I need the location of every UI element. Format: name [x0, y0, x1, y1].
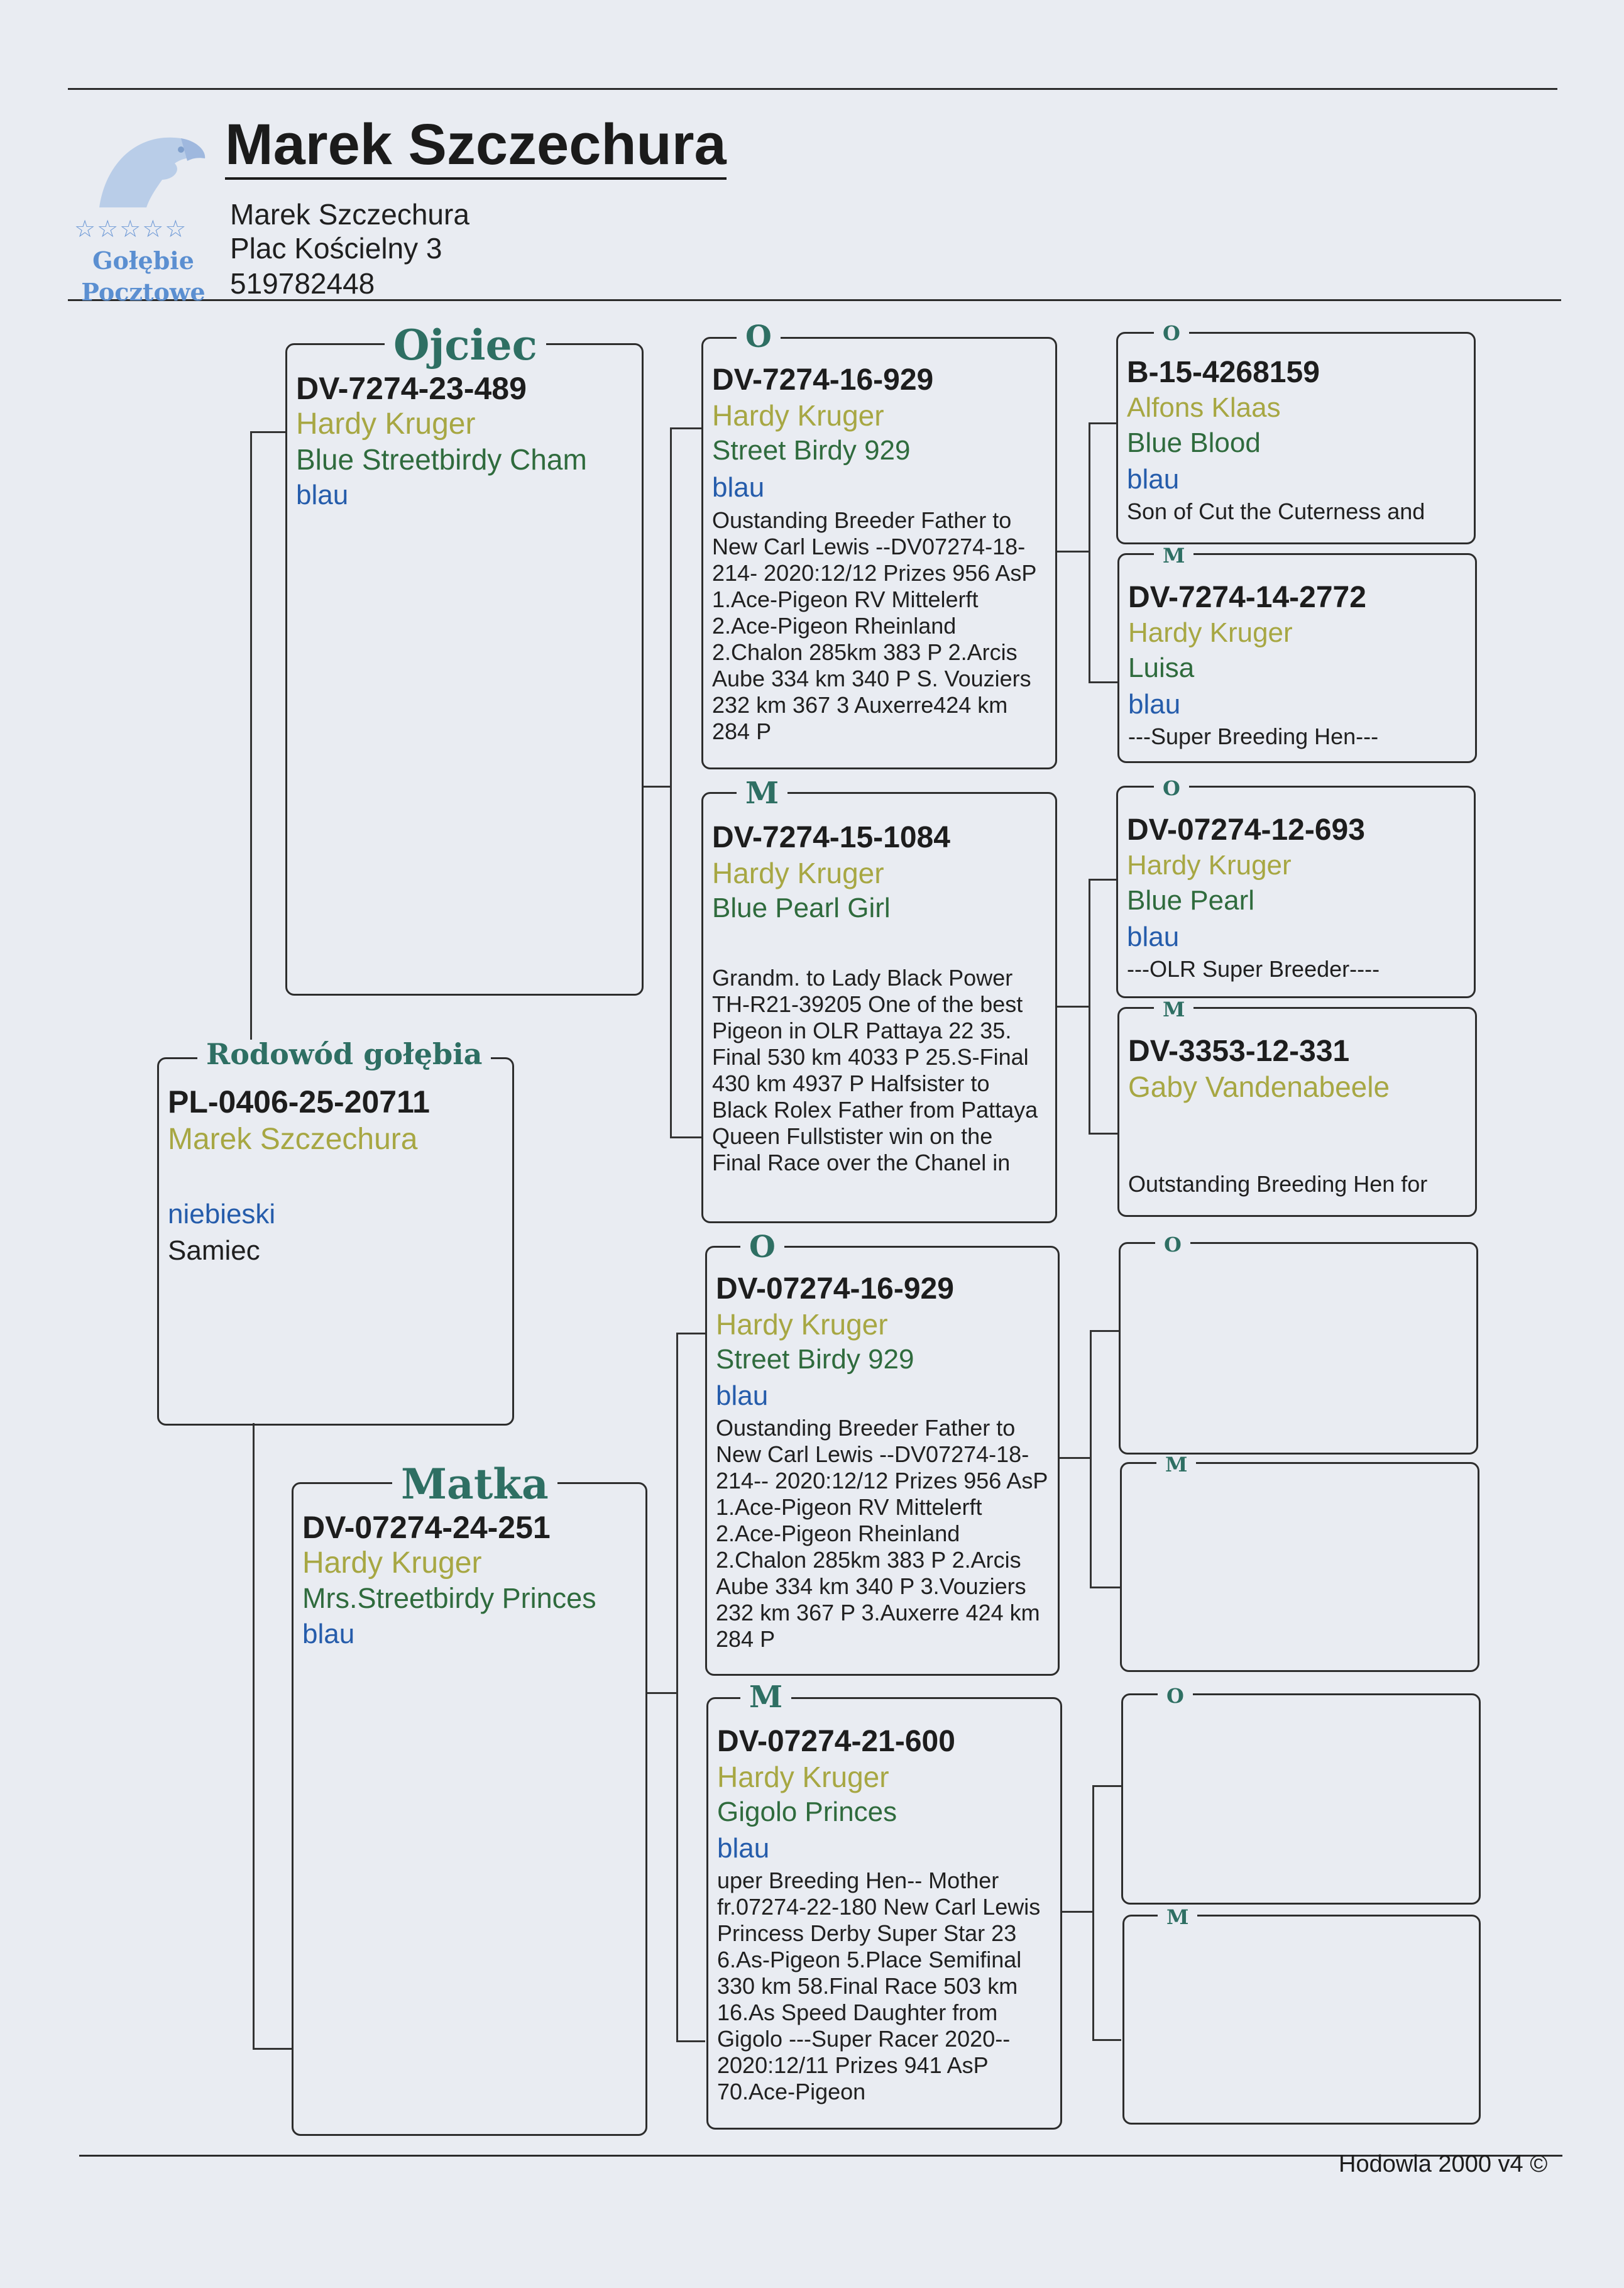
eagle-head-icon — [87, 119, 212, 214]
owner-phone-line: 519782448 — [230, 267, 375, 300]
mother-father-ring: DV-07274-16-929 — [716, 1272, 954, 1306]
connector — [1060, 1457, 1090, 1459]
father-father-breeder: Hardy Kruger — [712, 399, 884, 432]
pigeon-breeder: Marek Szczechura — [168, 1123, 418, 1156]
mother-father-breeder: Hardy Kruger — [716, 1308, 888, 1341]
father-mother-notes: Grandm. to Lady Black Power TH-R21-39205 One of the best Pigeon in OLR Pattaya 22 35. Final 530 km 4033 P 25.S-Final 430 km 4937 P Halfsister to Black Rolex Father from Pattaya Queen Fullstister win on the Final Race over the Chanel in — [712, 965, 1038, 1175]
mfm-caption: M — [1156, 1455, 1196, 1475]
owner-title: Marek Szczechura — [225, 113, 727, 180]
connector — [647, 1692, 676, 1694]
father-father-color: blau — [712, 472, 765, 503]
father-name: Blue Streetbirdy Cham — [296, 443, 587, 476]
father-father-name: Street Birdy 929 — [712, 435, 911, 466]
mother-color: blau — [302, 1619, 355, 1649]
fmf-caption: O — [1154, 778, 1189, 798]
fmf-breeder: Hardy Kruger — [1127, 850, 1292, 881]
connector — [250, 431, 252, 1053]
pigeon-color: niebieski — [168, 1199, 276, 1229]
mmf-card — [1121, 1693, 1481, 1905]
connector — [676, 1333, 705, 1334]
fmm-card — [1117, 1007, 1477, 1217]
mmf-caption: O — [1158, 1686, 1193, 1706]
mother-mother-color: blau — [717, 1833, 770, 1864]
connector — [676, 2040, 705, 2042]
mother-father-name: Street Birdy 929 — [716, 1344, 914, 1375]
mother-mother-card — [706, 1697, 1062, 2130]
mother-card — [292, 1482, 647, 2136]
ffm-color: blau — [1128, 689, 1181, 720]
fmm-notes: Outstanding Breeding Hen for — [1128, 1171, 1428, 1197]
logo — [68, 119, 219, 308]
mmm-card — [1122, 1915, 1481, 2125]
brand-line-1: Gołębie — [92, 246, 194, 275]
brand-text — [68, 245, 219, 308]
connector — [1089, 879, 1117, 881]
connector — [1092, 1785, 1121, 1787]
mff-caption: O — [1155, 1235, 1190, 1255]
mother-father-caption: O — [740, 1232, 784, 1262]
connector — [1090, 1330, 1092, 1588]
connector — [670, 1136, 703, 1138]
fff-caption: O — [1154, 323, 1189, 343]
connector — [1090, 1330, 1120, 1332]
connector — [1089, 879, 1090, 1134]
connector — [670, 427, 672, 1138]
ffm-notes: ---Super Breeding Hen--- — [1128, 723, 1379, 749]
mmm-caption: M — [1158, 1907, 1197, 1927]
fmf-color: blau — [1127, 921, 1180, 952]
connector — [1057, 551, 1089, 553]
connector — [1089, 1133, 1117, 1135]
software-credit: Hodowla 2000 v4 © — [1339, 2151, 1548, 2177]
mother-name: Mrs.Streetbirdy Princes — [302, 1582, 596, 1614]
fmf-notes: ---OLR Super Breeder---- — [1127, 956, 1380, 982]
mother-ring: DV-07274-24-251 — [302, 1510, 551, 1545]
father-mother-breeder: Hardy Kruger — [712, 857, 884, 889]
fff-color: blau — [1127, 464, 1180, 495]
connector — [670, 427, 703, 429]
connector — [676, 1333, 678, 2042]
mother-mother-ring: DV-07274-21-600 — [717, 1725, 955, 1758]
fmm-breeder: Gaby Vandenabeele — [1128, 1070, 1390, 1103]
fmm-ring: DV-3353-12-331 — [1128, 1035, 1350, 1068]
connector — [253, 1423, 255, 2049]
ffm-ring: DV-7274-14-2772 — [1128, 581, 1366, 614]
pigeon-sex: Samiec — [168, 1235, 260, 1266]
connector — [1089, 422, 1090, 683]
mff-card — [1119, 1242, 1478, 1455]
connector — [1089, 422, 1117, 424]
connector — [1090, 1587, 1120, 1588]
mother-mother-notes: uper Breeding Hen-- Mother fr.07274-22-180 New Carl Lewis Princess Derby Super Star 23 6.As-Pigeon 5.Place Semifinal 330 km 58.Final Race 503 km 16.As Speed Daughter from Gigolo ---Super Racer 2020-- 2020:12/11 Prizes 941 AsP 70.Ace-Pigeon — [717, 1867, 1041, 2104]
fff-notes: Son of Cut the Cuterness and — [1127, 498, 1425, 524]
connector — [253, 2048, 292, 2050]
fff-name: Blue Blood — [1127, 427, 1261, 458]
mother-father-notes: Oustanding Breeder Father to New Carl Lewis --DV07274-18-214-- 2020:12/12 Prizes 956 AsP 1.Ace-Pigeon RV Mittelerft 2.Ace-Pigeon Rheinland 2.Chalon 285km 383 P 2.Arcis Aube 334 km 340 P 3.Vouziers 232 km 367 P 3.Auxerre 424 km 284 P — [716, 1415, 1048, 1652]
connector — [1057, 1006, 1089, 1008]
father-mother-ring: DV-7274-15-1084 — [712, 821, 950, 854]
mother-mother-name: Gigolo Princes — [717, 1796, 897, 1827]
mother-caption: Matka — [392, 1463, 557, 1505]
fff-card — [1116, 332, 1476, 544]
mother-breeder: Hardy Kruger — [302, 1546, 482, 1580]
father-father-card — [701, 337, 1057, 769]
mother-mother-breeder: Hardy Kruger — [717, 1761, 889, 1793]
top-rule — [68, 88, 1557, 90]
connector — [1062, 1911, 1092, 1913]
rating-stars: ☆☆☆☆☆ — [74, 216, 188, 243]
father-father-notes: Oustanding Breeder Father to New Carl Lewis --DV07274-18-214- 2020:12/12 Prizes 956 AsP 1.Ace-Pigeon RV Mittelerft 2.Ace-Pigeon Rheinland 2.Chalon 285km 383 P 2.Arcis Aube 334 km 340 P S. Vouziers 232 km 367 3 Auxerre424 km 284 P — [712, 507, 1036, 744]
owner-name-line: Marek Szczechura — [230, 198, 469, 231]
father-caption: Ojciec — [385, 324, 546, 366]
connector — [1092, 1785, 1094, 2040]
father-father-caption: O — [737, 322, 781, 352]
connector — [1089, 681, 1117, 683]
fmf-card — [1116, 786, 1476, 998]
ffm-name: Luisa — [1128, 652, 1195, 683]
pigeon-ring: PL-0406-25-20711 — [168, 1084, 430, 1119]
ffm-card — [1117, 553, 1477, 763]
fff-ring: B-15-4268159 — [1127, 356, 1320, 389]
father-card — [285, 343, 644, 996]
owner-address-line: Plac Kościelny 3 — [230, 232, 442, 265]
father-mother-color — [712, 926, 1046, 965]
connector — [250, 431, 285, 433]
pigeon-caption: Rodowód gołębia — [197, 1040, 491, 1069]
father-ring: DV-7274-23-489 — [296, 371, 527, 406]
pigeon-card — [157, 1057, 514, 1426]
mother-father-card — [705, 1246, 1060, 1676]
father-breeder: Hardy Kruger — [296, 407, 476, 441]
fmm-caption: M — [1154, 999, 1193, 1020]
fmf-ring: DV-07274-12-693 — [1127, 813, 1365, 847]
connector — [642, 786, 670, 788]
fmm-color — [1128, 1140, 1466, 1171]
fmf-name: Blue Pearl — [1127, 885, 1255, 916]
mother-father-color: blau — [716, 1380, 769, 1411]
ffm-breeder: Hardy Kruger — [1128, 617, 1293, 648]
father-father-ring: DV-7274-16-929 — [712, 363, 934, 397]
fff-breeder: Alfons Klaas — [1127, 392, 1281, 423]
father-color: blau — [296, 480, 349, 510]
father-mother-caption: M — [737, 778, 787, 808]
mfm-card — [1120, 1462, 1479, 1672]
mother-mother-caption: M — [740, 1682, 791, 1712]
brand-line-2: Pocztowe — [81, 278, 206, 306]
ffm-caption: M — [1154, 546, 1193, 566]
father-mother-card — [701, 792, 1057, 1223]
father-mother-name: Blue Pearl Girl — [712, 893, 891, 923]
fmm-name — [1128, 1104, 1466, 1140]
connector — [1092, 2039, 1121, 2041]
